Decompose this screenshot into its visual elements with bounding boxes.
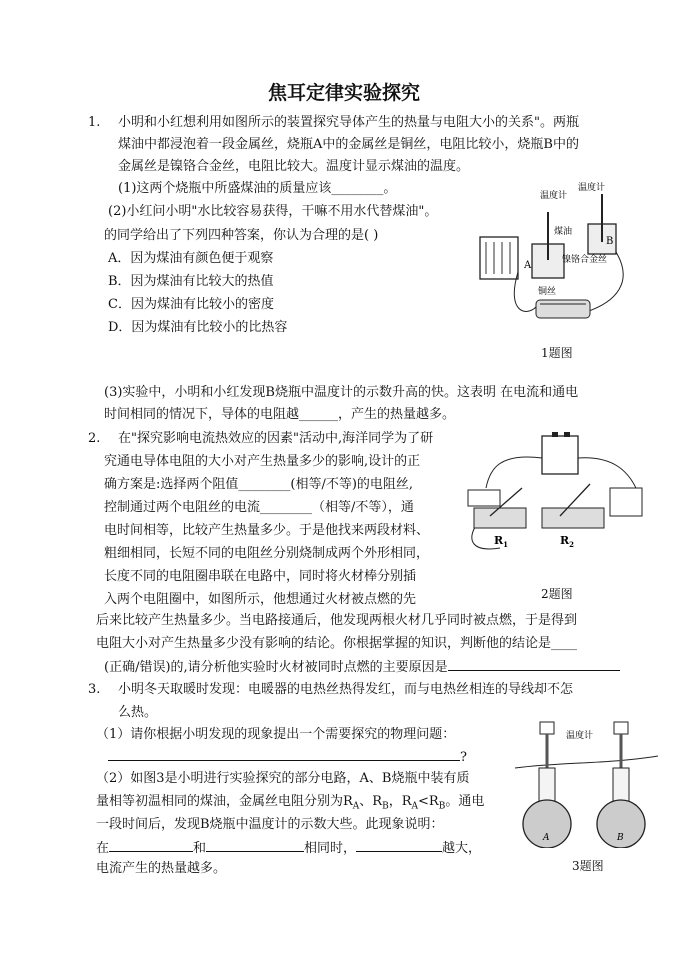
q2-line10: 电阻大小对产生热量多少没有影响的结论。你根据掌握的知识，判断他的结论是____ [96, 636, 578, 651]
q3-sub2a: （2）如图3是小明进行实验探究的部分电路，A、B烧瓶中装有质 [96, 771, 470, 786]
label-a: A [524, 260, 532, 271]
flask-a-label: A [543, 833, 550, 843]
q3-line1: 小明冬天取暖时发现：电暖器的电热丝热得发红，而与电热丝相连的导线却不怎 [118, 682, 574, 697]
q1-sub3a: (3)实验中，小明和小红发现B烧瓶中温度计的示数升高的快。这表明 在电流和通电 [104, 385, 579, 400]
page-title: 焦耳定律实验探究 [267, 82, 420, 104]
q3-figure-caption: 3题图 [572, 859, 604, 873]
battery [542, 436, 578, 474]
flask-b-label: B [617, 833, 624, 843]
q3-line2: 么热。 [118, 705, 158, 720]
q2-figure [460, 428, 660, 568]
rheostat [536, 300, 590, 318]
thermometer-label: 温度计 [566, 731, 594, 741]
q2-figure-caption: 2题图 [541, 587, 573, 601]
switch [468, 490, 500, 506]
q1-option-d: D．因为煤油有比较小的比热容 [108, 320, 288, 335]
q2-line8: 入两个电阻圈中，如图所示，他想通过火材被点燃的先 [104, 592, 417, 607]
q1-number: 1. [88, 115, 101, 130]
q1-line2: 煤油中都浸泡着一段金属丝，烧瓶A中的金属丝是铜丝，电阻比较小，烧瓶B中的 [118, 137, 579, 152]
q1-sub1: (1)这两个烧瓶中所盛煤油的质量应该________。 [118, 181, 397, 196]
copper-label: 铜丝 [538, 287, 557, 297]
q3-sub1: （1）请你根据小明发现的现象提出一个需要探究的物理问题： [96, 727, 456, 742]
q1-line3: 金属丝是镍铬合金丝，电阻比较大。温度计显示煤油的温度。 [118, 159, 470, 174]
q1-option-a: A．因为煤油有颜色便于观察 [108, 251, 274, 266]
thermometer-b [614, 722, 628, 734]
q2-number: 2. [88, 431, 101, 446]
q3-number: 3. [88, 682, 101, 697]
q1-sub2b: 的同学给出了下列四种答案，你认为合理的是( ) [104, 228, 379, 243]
q2-line11: (正确/错误)的,请分析他实验时火材被同时点燃的主要原因是 [104, 658, 620, 676]
resistor-board-2 [542, 508, 604, 528]
q1-option-b: B．因为煤油有比较大的热值 [108, 274, 274, 289]
q3-question-blank [108, 748, 460, 761]
q1-line1: 小明和小红想利用如图所示的装置探究导体产生的热量与电阻大小的关系"。两瓶 [118, 115, 579, 130]
thermo-label-1: 温度计 [540, 191, 568, 201]
r2-label: $R_2$ [560, 534, 575, 549]
q1-figure [466, 182, 638, 334]
ammeter [610, 488, 642, 516]
q1-sub2a: (2)小红问小明"水比较容易获得，干嘛不用水代替煤油"。 [108, 204, 438, 219]
q1-option-c: C．因为煤油有比较小的密度 [108, 297, 274, 312]
q2-line2: 究通电导体电阻的大小对产生热量多少的影响,设计的正 [104, 454, 421, 469]
r1-label: $R_1$ [494, 534, 509, 549]
q2-line1: 在"探究影响电流热效应的因素"活动中,海洋同学为了研 [118, 431, 434, 446]
q3-blank-1 [109, 839, 193, 852]
oil-label: 煤油 [554, 227, 573, 237]
resistor-board-1 [474, 508, 526, 528]
q1-sub3b: 时间相同的情况下，导体的电阻越______，产生的热量越多。 [104, 407, 456, 422]
label-b: B [606, 236, 614, 247]
q2-line5: 电时间相等，比较产生热量多少。于是他找来两段材料、 [104, 523, 430, 538]
q3-figure [510, 716, 660, 848]
thermo-label-2: 温度计 [578, 183, 606, 193]
q3-blank-2 [206, 839, 304, 852]
thermometer-a [540, 722, 554, 734]
q3-sub1-blank: ? [108, 748, 467, 766]
q2-line4: 控制通过两个电阻丝的电流________（相等/不等），通 [104, 500, 414, 515]
q3-blank-3 [356, 839, 442, 852]
alloy-label: 镍铬合金丝 [562, 255, 608, 265]
q2-line9: 后来比较产生热量多少。当电路接通后，他发现两根火材几乎同时被点燃，于是得到 [96, 613, 578, 628]
q2-line3: 确方案是:选择两个阻值________(相等/不等)的电阻丝, [104, 477, 414, 492]
q3-sub2d: 在 和 相同时， 越大， [96, 841, 482, 856]
q3-sub2b: 量相等初温相同的煤油，金属丝电阻分别为$R_A$、$R_B$，$R_A<R_B$。通电 [96, 794, 485, 812]
q1-figure-caption: 1题图 [541, 346, 573, 360]
q3-sub2e: 电流产生的热量越多。 [96, 861, 227, 876]
q3-sub2c: 一段时间后，发现B烧瓶中温度计的示数大些。此现象说明： [96, 817, 444, 832]
q2-line7: 长度不同的电阻圈串联在电路中，同时将火材棒分别插 [104, 569, 417, 584]
q2-line6: 粗细相同，长短不同的电阻丝分别烧制成两个外形相同， [104, 546, 430, 561]
q2-answer-blank [448, 658, 620, 671]
